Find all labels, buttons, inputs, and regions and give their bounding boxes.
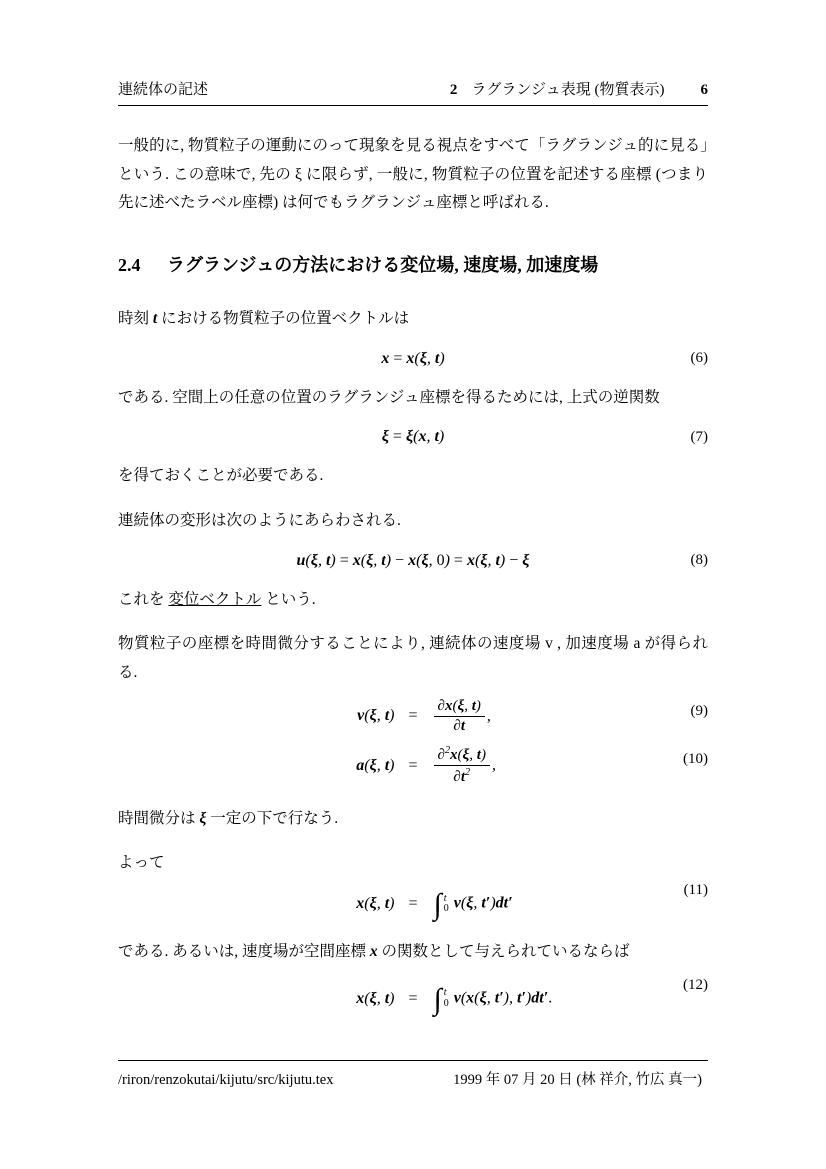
- equation-11-rhs: ∫ t 0 v(ξ, t′)dt′: [433, 888, 513, 922]
- equation-10-lhs: a(ξ, t): [356, 756, 395, 774]
- page-footer: [118, 1068, 708, 1089]
- equation-12-lhs: x(ξ, t): [356, 989, 395, 1007]
- equation-group-9-10: [118, 698, 708, 787]
- section-heading: [118, 252, 708, 279]
- equation-12-number: (12): [683, 976, 708, 993]
- equation-8-body: u(ξ, t) = x(ξ, t) − x(ξ, 0) = x(ξ, t) − ξ: [296, 551, 530, 569]
- equation-9-relation: =: [408, 707, 418, 725]
- paragraph-displacement: [118, 586, 708, 615]
- equation-6-body: x = x(ξ, t): [381, 349, 445, 367]
- section-heading-title: ラグランジュの方法における変位場, 速度場, 加速度場: [167, 255, 599, 276]
- equation-7-body: ξ = ξ(x, t): [381, 428, 445, 446]
- paragraph-displacement-post: という.: [261, 590, 316, 608]
- running-head-left-title: 連続体の記述: [118, 82, 209, 98]
- section-heading-number: 2.4: [118, 255, 141, 276]
- paragraph-therefore: よって: [118, 854, 165, 872]
- equation-6-number: (6): [690, 350, 708, 367]
- equation-12-relation: =: [408, 989, 418, 1007]
- equation-9-number: (9): [690, 702, 708, 719]
- footer-source-path: /riron/renzokutai/kijutu/src/kijutu.tex: [118, 1072, 334, 1088]
- paragraph-fixed-xi: 時間微分は ξ 一定の下で行なう.: [118, 809, 339, 827]
- equation-11-relation: =: [408, 895, 418, 913]
- paragraph-displacement-pre: これを: [118, 590, 169, 608]
- footer-credit: 1999 年 07 月 20 日 (林 祥介, 竹広 真一): [453, 1072, 702, 1088]
- paragraph-intro: 一般的に, 物質粒子の運動にのって現象を見る視点をすべて「ラグランジュ的に見る」という. この意味で, 先の ξ に限らず, 一般に, 物質粒子の位置を記述する座標 (つまり先に述べたラベル座標) は何でもラグランジュ座標と呼ばれる.: [118, 137, 708, 212]
- equation-11-number: (11): [683, 882, 708, 899]
- equation-7-number: (7): [690, 428, 708, 445]
- running-head-section-title: ラグランジュ表現 (物質表示): [471, 82, 665, 98]
- running-head-page-number: 6: [700, 82, 708, 98]
- paragraph-alternative: である. あるいは, 速度場が空間座標 x の関数として与えられているならば: [118, 943, 630, 961]
- paragraph-deformation: 連続体の変形は次のようにあらわされる.: [118, 512, 401, 530]
- running-head: [118, 78, 708, 106]
- equation-9-rhs: $\frac{\partial x(\xi, t)}{\partial t}$ ,: [432, 698, 708, 736]
- paragraph-velocity-accel: 物質粒子の座標を時間微分することにより, 連続体の速度場 v , 加速度場 a が得られる.: [118, 635, 708, 682]
- equation-8: [118, 546, 708, 576]
- equation-11-lhs: x(ξ, t): [356, 895, 395, 913]
- equation-10-rhs: $\frac{\partial^2x(\xi, t)}{\partial t^2}$ ,: [432, 735, 708, 787]
- equation-12-rhs: ∫ t 0 v(x(ξ, t′), t′)dt′.: [433, 982, 553, 1016]
- equation-8-number: (8): [690, 552, 708, 569]
- paragraph-need: を得ておくことが必要である.: [118, 467, 324, 485]
- displacement-vector-link[interactable]: 変位ベクトル: [168, 590, 262, 608]
- footer-rule: [118, 1060, 708, 1061]
- paragraph-time-position: 時刻 t における物質粒子の位置ベクトルは: [118, 310, 410, 328]
- equation-9-lhs: v(ξ, t): [357, 707, 395, 725]
- equation-6: [118, 344, 708, 374]
- equation-7: [118, 422, 708, 452]
- page-content: [118, 78, 708, 1016]
- running-head-section-number: 2: [449, 82, 458, 98]
- equation-10-number: (10): [683, 750, 708, 767]
- paragraph-inverse: である. 空間上の任意の位置のラグランジュ座標を得るためには, 上式の逆関数: [118, 388, 660, 406]
- equation-10-relation: =: [408, 756, 418, 774]
